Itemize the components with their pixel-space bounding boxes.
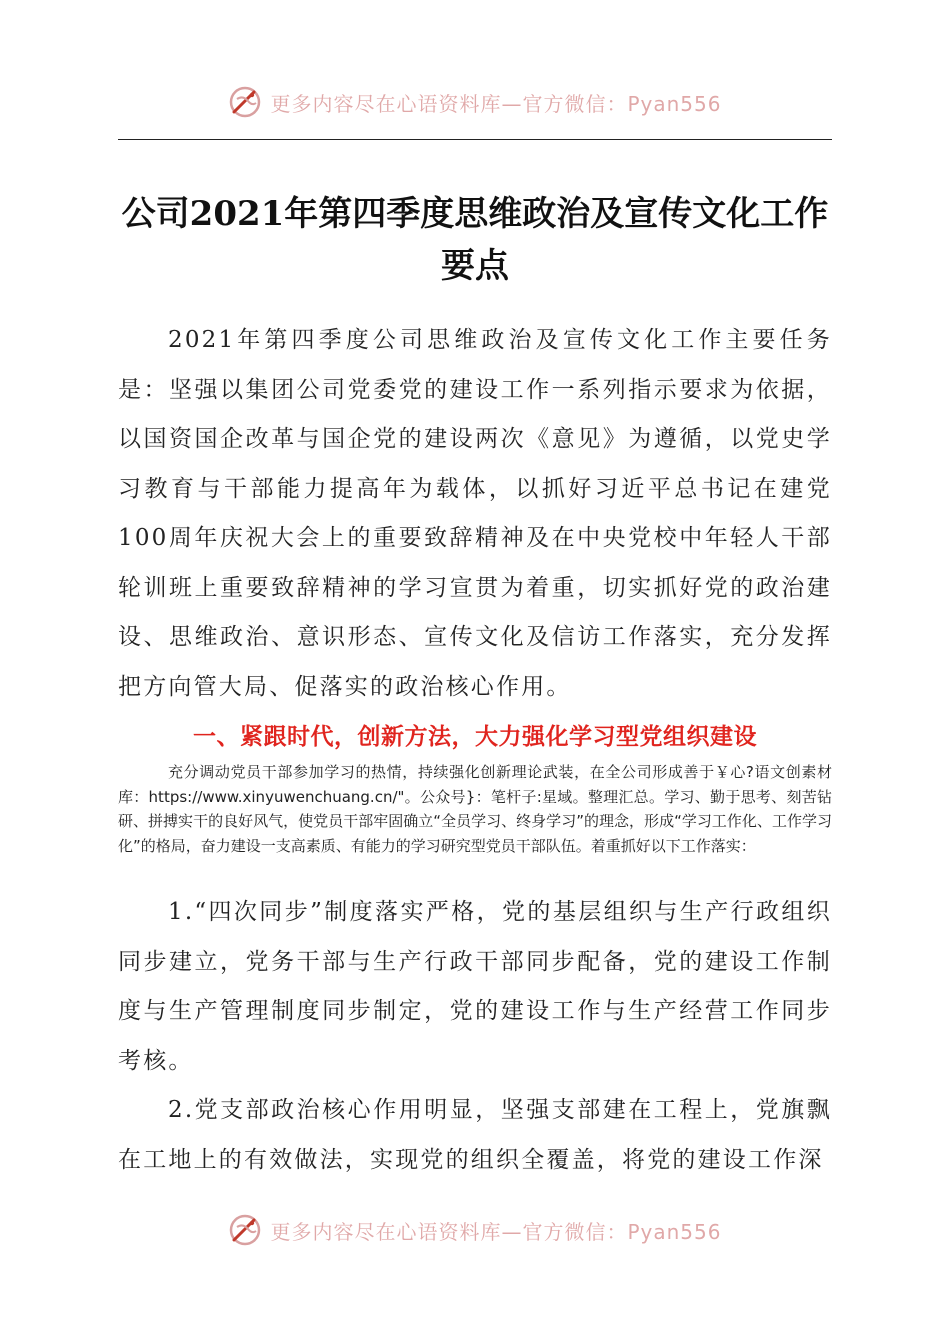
section-heading-1: 一、紧跟时代，创新方法，大力强化学习型党组织建设: [193, 724, 757, 750]
pen-logo-icon: [228, 85, 262, 119]
document-title: 公司2021年第四季度思维政治及宣传文化工作要点: [121, 194, 829, 286]
intro-paragraph: 2021年第四季度公司思维政治及宣传文化工作主要任务是：坚强以集团公司党委党的建设工作一系列指示要求为依据，以国资国企改革与国企党的建设两次《意见》为遵循，以党史学习教育与干部能力提高年为载体，以抓好习近平总书记在建党100周年庆祝大会上的重要致辞精神及在中央党校中年轻人干部轮训班上重要致辞精神的学习宣贯为着重，切实抓好党的政治建设、思维政治、意识形态、宣传文化及信访工作落实，充分发挥把方向管大局、促落实的政治核心作用。: [118, 327, 832, 700]
pen-logo-icon: [228, 1213, 262, 1247]
list-item-2: 2.党支部政治核心作用明显，坚强支部建在工程上，党旗飘在工地上的有效做法，实现党的组织全覆盖，将党的建设工作深: [118, 1097, 832, 1173]
watermark-text: 更多内容尽在心语资料库—官方微信：Pyan556: [270, 91, 722, 116]
watermark-banner-bottom: [0, 1210, 950, 1250]
watermark-text: 更多内容尽在心语资料库—官方微信：Pyan556: [270, 1219, 722, 1244]
watermark-banner-top: [0, 82, 950, 122]
section-1-body: 充分调动党员干部参加学习的热情，持续强化创新理论武装，在全公司形成善于￥心?语文创素材库：https://www.xinyuwenchuang.cn/"。公众号}：笔杆子:星域。整理汇总。学习、勤于思考、刻苦钻研、拼搏实干的良好风气，使党员干部牢固确立“全员学习、终身学习”的理念，形成“学习工作化、工作学习化”的格局，奋力建设一支高素质、有能力的学习研究型党员干部队伍。着重抓好以下工作落实：: [118, 763, 832, 855]
header-rule: [118, 139, 832, 140]
list-item-1: 1.“四次同步”制度落实严格，党的基层组织与生产行政组织同步建立，党务干部与生产行政干部同步配备，党的建设工作制度与生产管理制度同步制定，党的建设工作与生产经营工作同步考核。: [118, 899, 832, 1074]
